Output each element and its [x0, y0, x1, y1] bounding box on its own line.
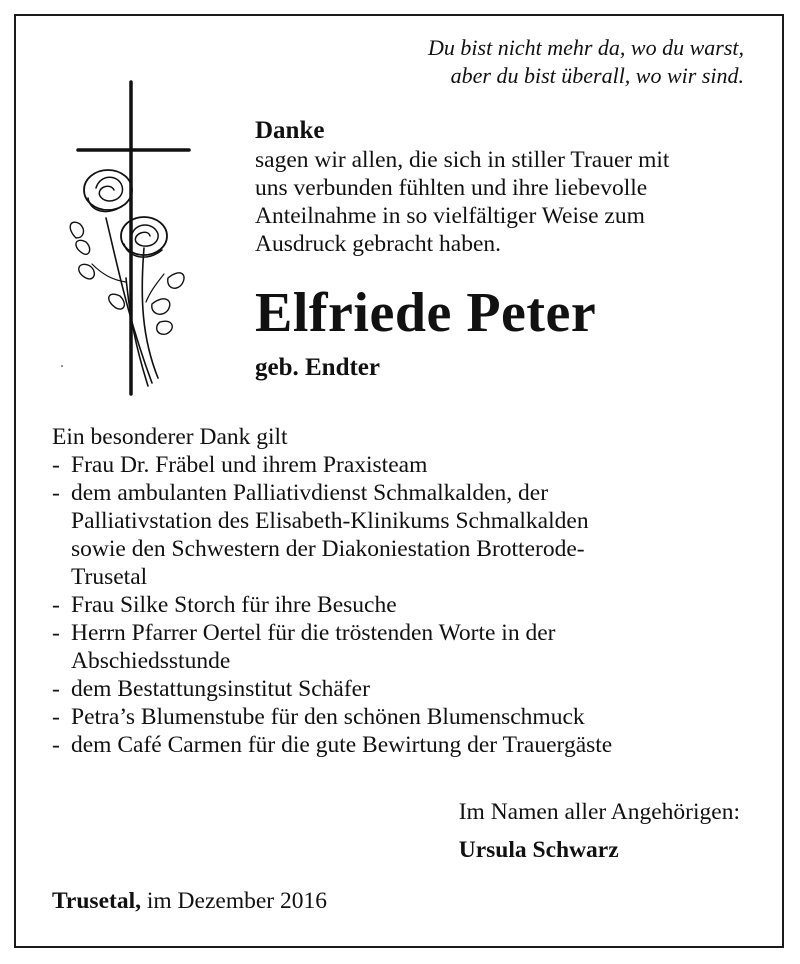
- list-item: [52, 619, 772, 675]
- danke-line: Anteilnahme in so vielfältiger Weise zum: [255, 203, 645, 229]
- list-item-line: sowie den Schwestern der Diakoniestation Brotterode-: [71, 536, 585, 562]
- deceased-name: Elfriede Peter: [255, 282, 597, 344]
- list-item-line: dem ambulanten Palliativdienst Schmalkalden, der: [71, 480, 549, 506]
- list-item-line: dem Bestattungsinstitut Schäfer: [71, 676, 370, 702]
- list-dash: -: [52, 480, 60, 506]
- danke-section: [255, 116, 765, 258]
- thanks-list: [52, 451, 772, 759]
- motto-line: Du bist nicht mehr da, wo du warst,: [428, 35, 744, 60]
- list-dash: -: [52, 704, 60, 730]
- list-item-line: dem Café Carmen für die gute Bewirtung der Trauergäste: [71, 732, 613, 758]
- list-item-line: Petra’s Blumenstube für den schönen Blumenschmuck: [71, 704, 585, 730]
- signature-block: [459, 798, 740, 864]
- list-item-line: Palliativstation des Elisabeth-Klinikums Schmalkalden: [71, 508, 589, 534]
- birth-name: geb. Endter: [255, 354, 380, 381]
- danke-line: Ausdruck gebracht haben.: [255, 231, 502, 257]
- list-dash: -: [52, 620, 60, 646]
- list-dash: -: [52, 676, 60, 702]
- thanks-intro: Ein besonderer Dank gilt: [52, 424, 288, 450]
- list-item: [52, 731, 772, 759]
- list-item: [52, 675, 772, 703]
- list-item: [52, 591, 772, 619]
- list-item: [52, 703, 772, 731]
- motto-quote: [428, 34, 744, 90]
- list-dash: -: [52, 592, 60, 618]
- place-date: [52, 887, 327, 915]
- thanks-section: [52, 423, 772, 759]
- list-item-line: Abschiedsstunde: [71, 648, 231, 674]
- list-item-line: Herrn Pfarrer Oertel für die tröstenden Worte in der: [71, 620, 556, 646]
- notice-date: im Dezember 2016: [146, 888, 327, 914]
- danke-heading: Danke: [255, 117, 325, 144]
- list-item: [52, 479, 772, 591]
- danke-line: uns verbunden fühlten und ihre liebevolle: [255, 175, 648, 201]
- list-item-line: Frau Dr. Fräbel und ihrem Praxisteam: [71, 452, 428, 478]
- list-item-line: Trusetal: [71, 564, 148, 590]
- list-item: [52, 451, 772, 479]
- danke-line: sagen wir allen, die sich in stiller Trauer mit: [255, 147, 670, 173]
- signer-name: Ursula Schwarz: [458, 837, 619, 863]
- motto-line: aber du bist überall, wo wir sind.: [450, 63, 744, 88]
- cross-with-roses-icon: [56, 78, 196, 396]
- signature-label: Im Namen aller Angehörigen:: [458, 799, 740, 825]
- place-name: Trusetal,: [52, 888, 141, 914]
- list-item-line: Frau Silke Storch für ihre Besuche: [71, 592, 397, 618]
- list-dash: -: [52, 452, 60, 478]
- danke-text: [255, 146, 765, 258]
- list-dash: -: [52, 732, 60, 758]
